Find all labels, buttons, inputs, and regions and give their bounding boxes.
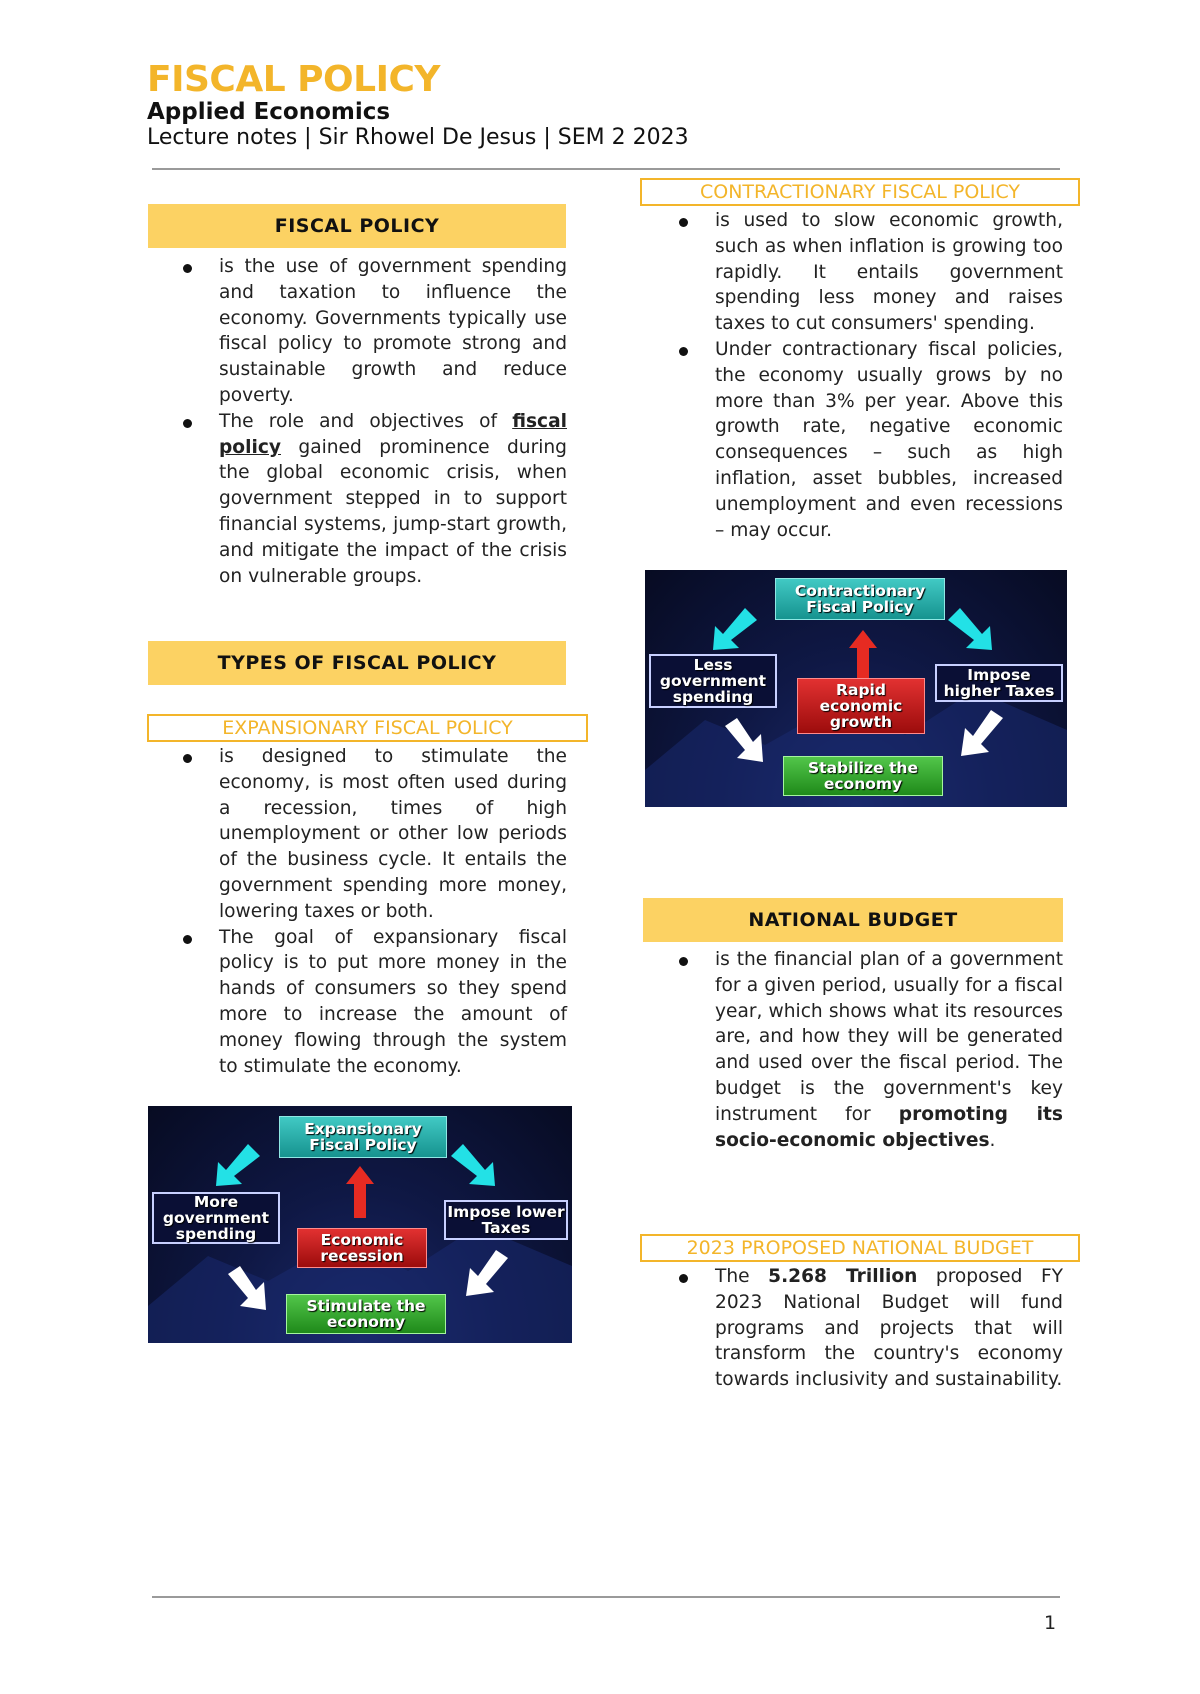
diagram-box-right: Impose higher Taxes [935,664,1063,702]
list-item: is designed to stimulate the economy, is most often used during a recession, times of high unemployment or other low periods of the business cycle. It entails the government spending more money, lowering taxes or both. [219,744,567,925]
page-number: 1 [1044,1612,1057,1634]
diagram-box-top: Contractionary Fiscal Policy [775,578,945,620]
arrow-down-right-icon [948,608,992,650]
bullet-icon [679,218,688,227]
section-heading-types: TYPES OF FISCAL POLICY [148,641,566,685]
subheading-expansionary: EXPANSIONARY FISCAL POLICY [147,714,588,742]
list-item: The 5.268 Trillion proposed FY 2023 National Budget will fund programs and projects that will transform the country's economy towards inclusivity and sustainability. [715,1264,1063,1393]
list-item: is the use of government spending and taxation to influence the economy. Governments typically use fiscal policy to promote strong and sustainable growth and reduce poverty. [219,254,567,409]
diagram-box-left: Less government spending [649,654,777,708]
bullet-icon [183,264,192,273]
diagram-box-right: Impose lower Taxes [444,1200,568,1240]
diagram-box-top: Expansionary Fiscal Policy [279,1116,447,1158]
fiscal-policy-link[interactable]: fiscal policy [219,410,567,458]
diagram-box-bottom: Stabilize the economy [783,756,943,796]
header-divider [152,168,1060,170]
bullet-icon [679,1274,688,1283]
diagram-box-center: Economic recession [297,1228,427,1268]
proposed-budget-list [715,1264,1063,1393]
national-budget-list [715,947,1063,1153]
arrow-up-icon [849,630,877,678]
lecture-info: Lecture notes | Sir Rhowel De Jesus | SEM 2 2023 [147,125,689,150]
footer-divider [152,1596,1060,1598]
bullet-icon [183,754,192,763]
list-item: is used to slow economic growth, such as when inflation is growing too rapidly. It entails government spending less money and raises taxes to cut consumers' spending. [715,208,1063,337]
expansionary-list [219,744,567,1079]
bullet-icon [183,935,192,944]
subheading-proposed-budget: 2023 PROPOSED NATIONAL BUDGET [640,1234,1080,1262]
bullet-icon [183,419,192,428]
list-item: The role and objectives of fiscal policy gained prominence during the global economic crisis, when government stepped in to support financial systems, jump-start growth, and mitigate the impact of the crisis on vulnerable groups. [219,409,567,590]
diagram-box-center: Rapid economic growth [797,678,925,734]
diagram-box-bottom: Stimulate the economy [286,1294,446,1334]
contractionary-diagram [645,570,1067,807]
arrow-down-left-icon [216,1144,260,1186]
contractionary-list [715,208,1063,543]
list-item: is the financial plan of a government for a given period, usually for a fiscal year, which shows what its resources are, and how they will be generated and used over the fiscal period. The budget is the government's key instrument for promoting its socio-economic objectives. [715,947,1063,1153]
bullet-icon [679,957,688,966]
arrow-down-right-icon [451,1144,495,1186]
list-item: The goal of expansionary fiscal policy is to put more money in the hands of consumers so they spend more to increase the amount of money flowing through the system to stimulate the economy. [219,925,567,1080]
diagram-box-left: More government spending [152,1192,280,1244]
arrow-up-icon [346,1166,374,1218]
list-item: Under contractionary fiscal policies, the economy usually grows by no more than 3% per year. Above this growth rate, negative economic consequences – such as high inflation, asset bubbles, increased unemployment and even recessions – may occur. [715,337,1063,543]
expansionary-diagram [148,1106,572,1343]
arrow-down-left-icon [713,608,757,650]
subheading-contractionary: CONTRACTIONARY FISCAL POLICY [640,178,1080,206]
document-title: FISCAL POLICY [147,59,440,100]
section-heading-national-budget: NATIONAL BUDGET [643,898,1063,942]
fiscal-policy-list [219,254,567,589]
section-heading-fiscal-policy: FISCAL POLICY [148,204,566,248]
document-subtitle: Applied Economics [147,99,391,125]
bullet-icon [679,347,688,356]
